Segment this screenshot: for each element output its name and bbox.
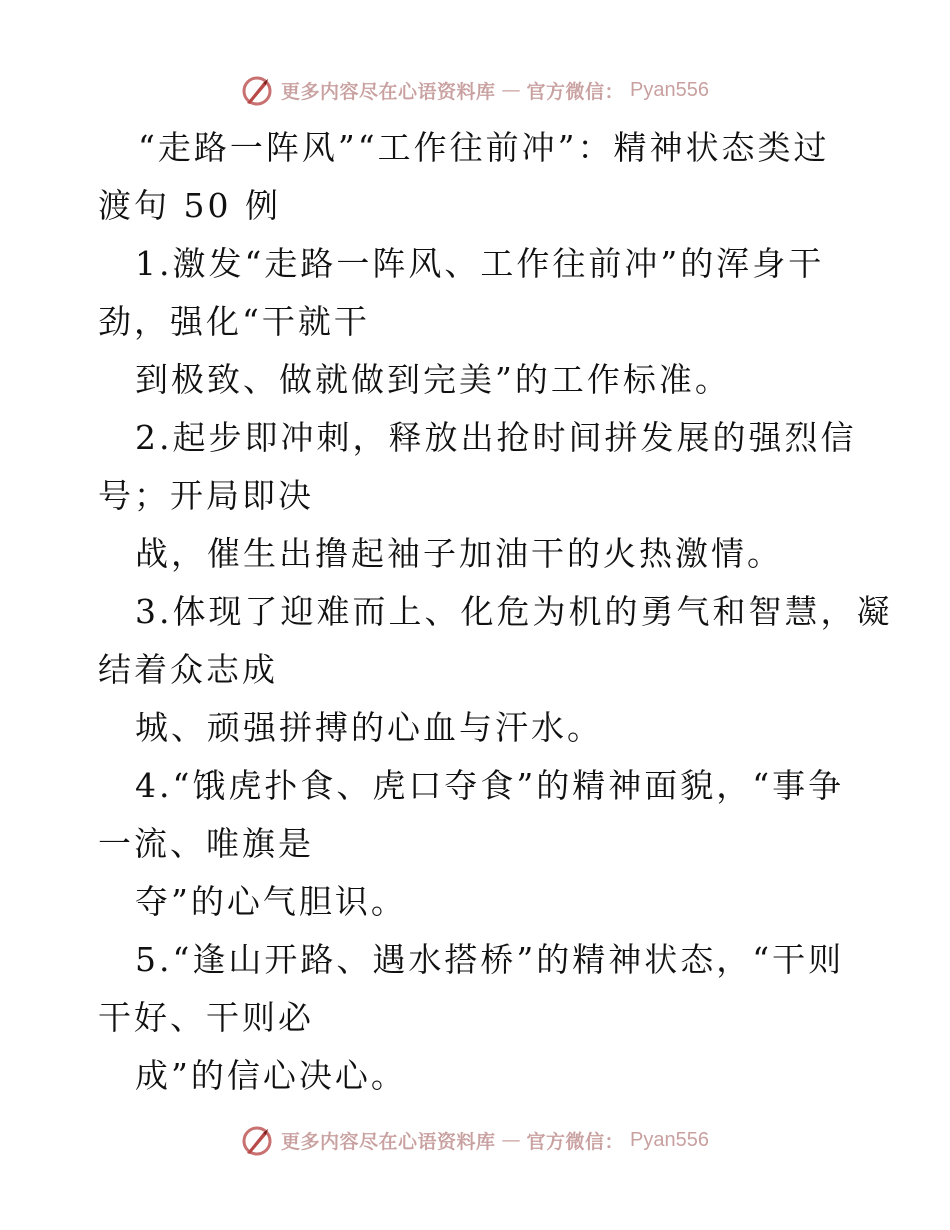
watermark-text: 更多内容尽在心语资料库 (281, 1130, 496, 1153)
item-5-line-3: 成”的信心决心。 (135, 1056, 407, 1095)
document-title-line-2: 渡句 50 例 (98, 186, 281, 225)
item-2-line-2: 号；开局即决 (98, 476, 314, 515)
footer-watermark (0, 1120, 950, 1160)
item-5-line-2: 干好、干则必 (98, 998, 314, 1037)
item-1-line-2: 劲，强化“干就干 (98, 302, 370, 341)
item-4-line-2: 一流、唯旗是 (98, 824, 314, 863)
item-3-line-1: 3.体现了迎难而上、化危为机的勇气和智慧，凝 (135, 592, 893, 631)
watermark-separator: — (501, 1129, 521, 1151)
item-3-line-2: 结着众志成 (98, 650, 278, 689)
item-4-line-1: 4.“饿虎扑食、虎口夺食”的精神面貌，“事争 (135, 766, 845, 805)
watermark-wechat-label: 官方微信： (526, 80, 625, 103)
item-1-line-1: 1.激发“走路一阵风、工作往前冲”的浑身干 (135, 244, 825, 283)
watermark-wechat-id: Pyan556 (630, 78, 709, 101)
pen-logo-icon (241, 73, 275, 107)
item-2-line-1: 2.起步即冲刺，释放出抢时间拼发展的强烈信 (135, 418, 857, 457)
pen-logo-icon (241, 1123, 275, 1157)
document-title-line-1: “走路一阵风”“工作往前冲”：精神状态类过 (138, 128, 830, 167)
watermark-wechat-id: Pyan556 (630, 1128, 709, 1151)
item-2-line-3: 战，催生出撸起袖子加油干的火热激情。 (135, 534, 783, 573)
item-1-line-3: 到极致、做就做到完美”的工作标准。 (135, 360, 731, 399)
item-4-line-3: 夺”的心气胆识。 (135, 882, 407, 921)
item-3-line-3: 城、顽强拼搏的心血与汗水。 (135, 708, 603, 747)
watermark-wechat-label: 官方微信： (526, 1130, 625, 1153)
watermark-separator: — (501, 79, 521, 101)
header-watermark (0, 70, 950, 110)
watermark-text: 更多内容尽在心语资料库 (281, 80, 496, 103)
item-5-line-1: 5.“逢山开路、遇水搭桥”的精神状态，“干则 (135, 940, 845, 979)
